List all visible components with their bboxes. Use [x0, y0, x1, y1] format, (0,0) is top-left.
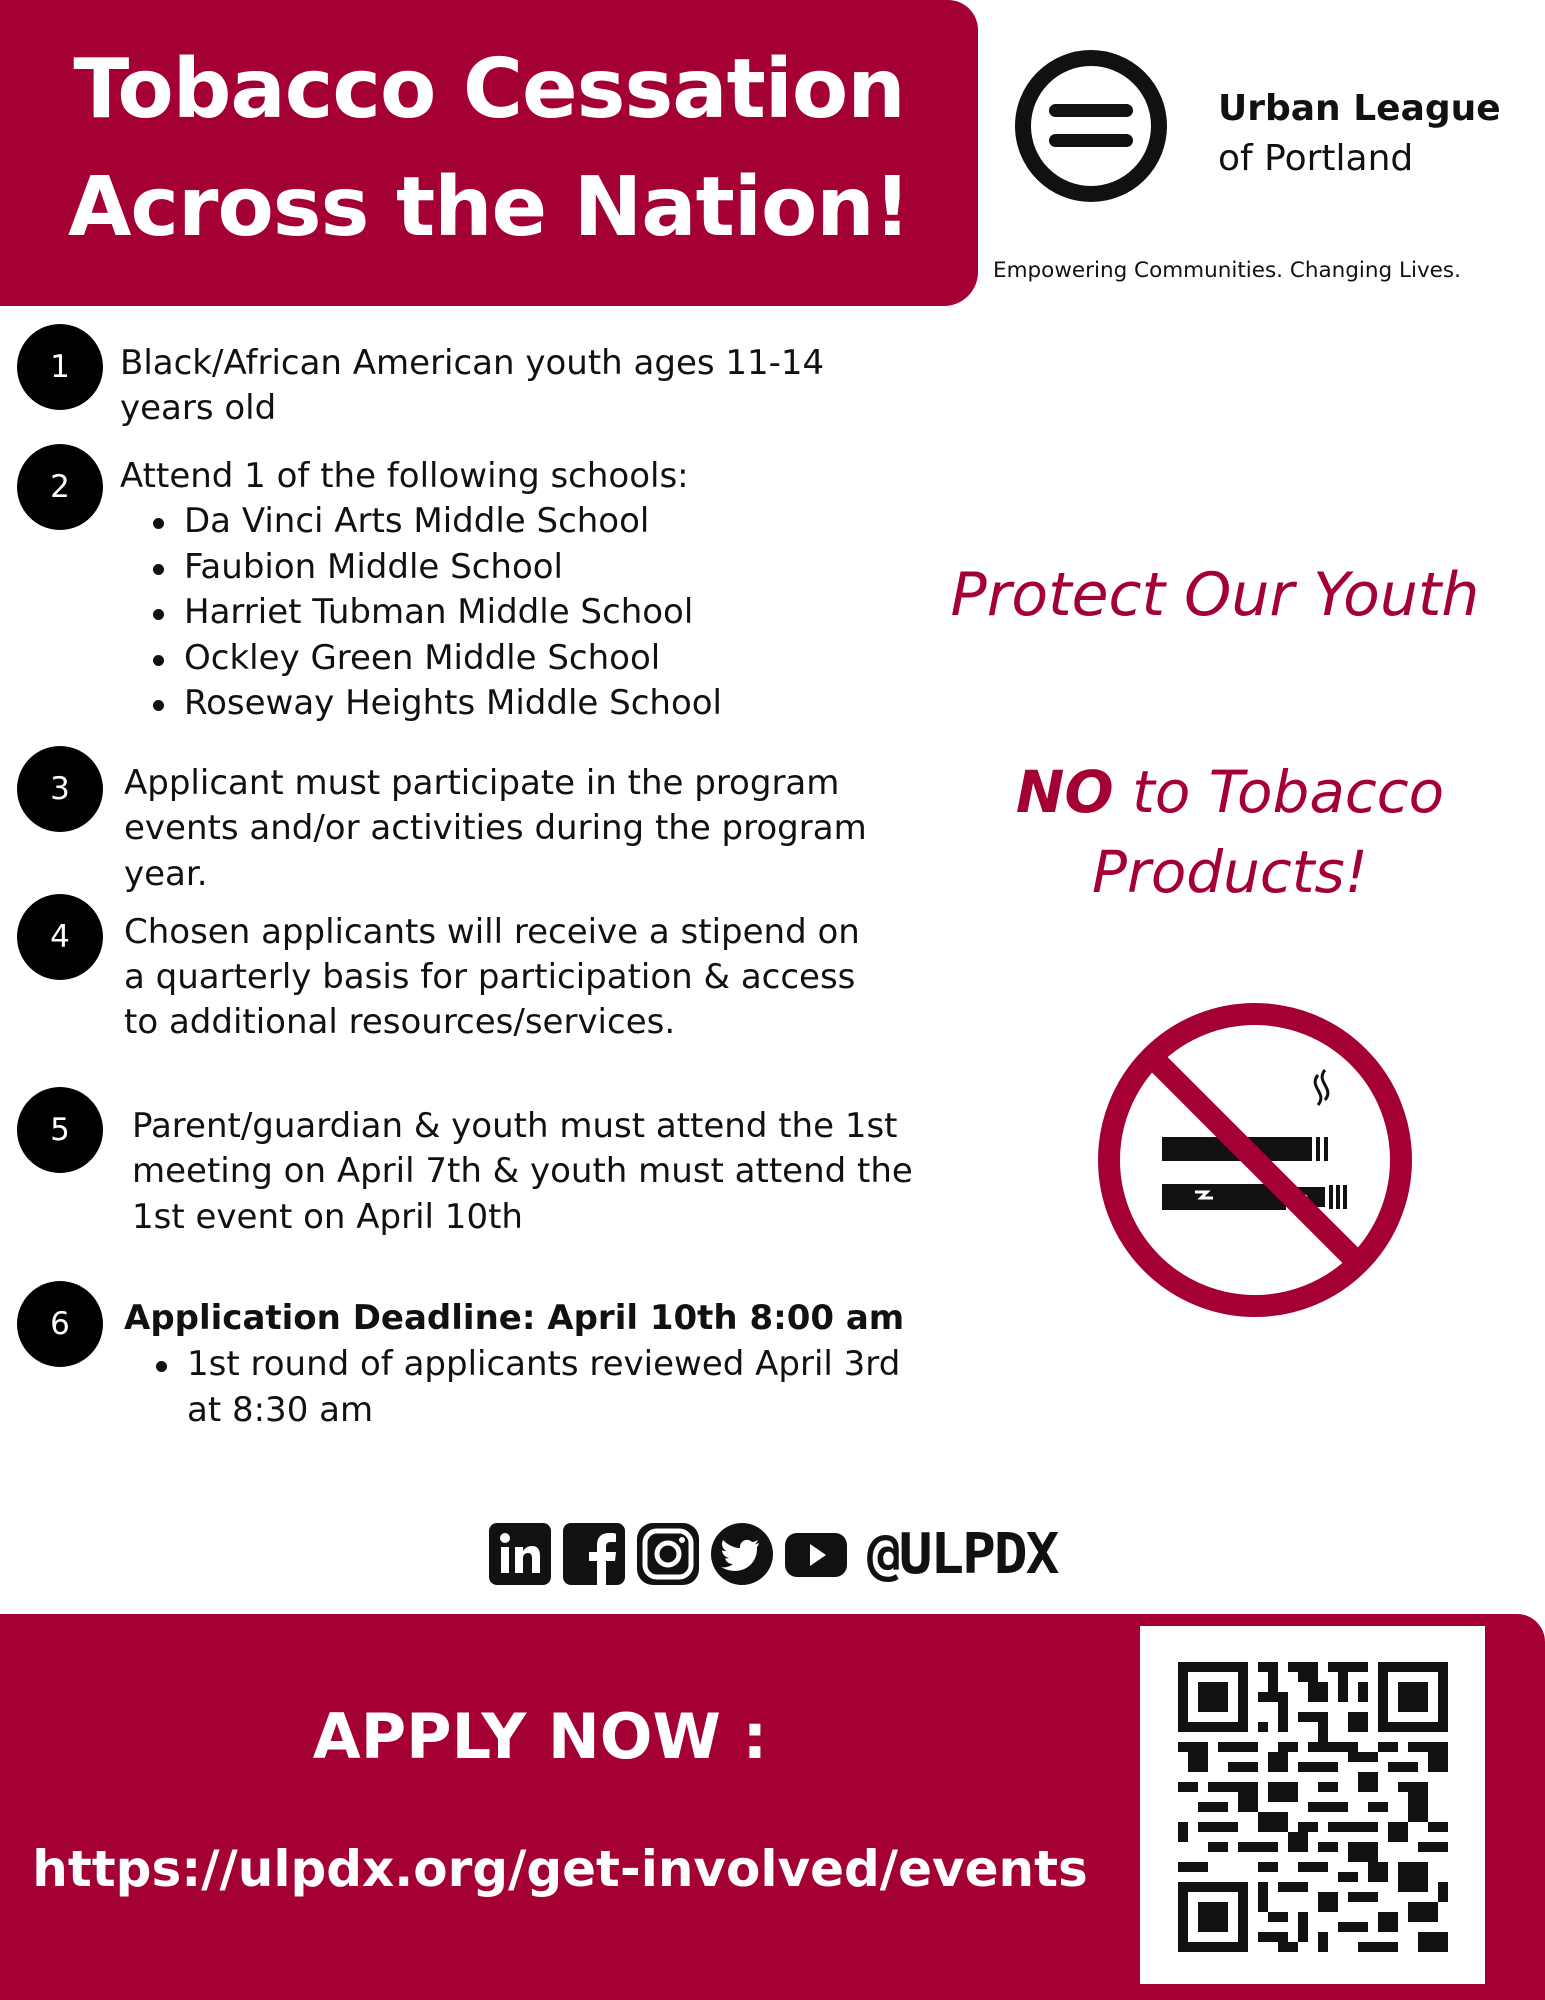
- title-line-1: Tobacco Cessation: [73, 42, 905, 137]
- item-3-text-line-3: year.: [124, 854, 208, 894]
- item-number-badge: 2: [17, 444, 103, 530]
- social-bar: [487, 1520, 1057, 1588]
- item-number-badge: 4: [17, 894, 103, 980]
- twitter-icon[interactable]: [709, 1521, 775, 1587]
- slogan-no-tobacco: [940, 752, 1520, 912]
- slogan-protect-youth: Protect Our Youth: [950, 560, 1480, 630]
- item-number-badge: 6: [17, 1281, 103, 1367]
- item-5-text-line-3: 1st event on April 10th: [132, 1197, 523, 1237]
- application-deadline: Application Deadline: April 10th 8:00 am: [124, 1298, 905, 1338]
- item-4-text-line-2: a quarterly basis for participation & access: [124, 957, 856, 997]
- list-item: 1st round of applicants reviewed April 3rd: [187, 1342, 900, 1388]
- item-4-text-line-1: Chosen applicants will receive a stipend on: [124, 912, 860, 952]
- item-number-badge: 3: [17, 746, 103, 832]
- title-banner: [0, 0, 978, 306]
- slogan-no-rest-2: Products!: [1092, 838, 1368, 906]
- item-5-text-line-1: Parent/guardian & youth must attend the 1st: [132, 1106, 898, 1146]
- item-4-text-line-3: to additional resources/services.: [124, 1002, 676, 1042]
- urban-league-logo-icon: [1013, 48, 1169, 204]
- school-list: [184, 499, 722, 727]
- list-item: Faubion Middle School: [184, 545, 722, 591]
- social-handle: @ULPDX: [867, 1521, 1058, 1587]
- apply-footer: [0, 1614, 1545, 2000]
- youtube-icon[interactable]: [783, 1521, 849, 1587]
- apply-url-link[interactable]: https://ulpdx.org/get-involved/events: [32, 1840, 1088, 1898]
- instagram-icon[interactable]: [635, 1521, 701, 1587]
- item-5-text-line-2: meeting on April 7th & youth must attend the: [132, 1151, 913, 1191]
- list-item: Da Vinci Arts Middle School: [184, 499, 722, 545]
- item-3-text-line-2: events and/or activities during the program: [124, 808, 867, 848]
- no-smoking-vaping-icon: [1095, 1000, 1415, 1320]
- tagline: Empowering Communities. Changing Lives.: [993, 258, 1461, 283]
- slogan-no-word: NO: [1015, 758, 1114, 826]
- slogan-no-rest-1: to Tobacco: [1113, 758, 1445, 826]
- list-item-continuation: at 8:30 am: [187, 1389, 374, 1430]
- item-number-badge: 5: [17, 1087, 103, 1173]
- facebook-icon[interactable]: [561, 1521, 627, 1587]
- qr-code-box[interactable]: [1140, 1626, 1485, 1984]
- item-number-badge: 1: [17, 324, 103, 410]
- qr-code-icon: [1178, 1662, 1448, 1952]
- title-line-2: Across the Nation!: [67, 160, 911, 255]
- list-item: Harriet Tubman Middle School: [184, 590, 722, 636]
- item-3-text-line-1: Applicant must participate in the program: [124, 763, 840, 803]
- org-name-line-1: Urban League: [1218, 88, 1501, 129]
- deadline-bullets: [187, 1342, 900, 1433]
- linkedin-icon[interactable]: [487, 1521, 553, 1587]
- list-item: Ockley Green Middle School: [184, 636, 722, 682]
- org-name-line-2: of Portland: [1218, 138, 1414, 179]
- apply-now-label: APPLY NOW :: [312, 1700, 768, 1773]
- item-1-text-line-1: Black/African American youth ages 11-14: [120, 343, 825, 383]
- item-1-text-line-2: years old: [120, 388, 277, 428]
- list-item: Roseway Heights Middle School: [184, 681, 722, 727]
- item-2-text-line-1: Attend 1 of the following schools:: [120, 456, 689, 496]
